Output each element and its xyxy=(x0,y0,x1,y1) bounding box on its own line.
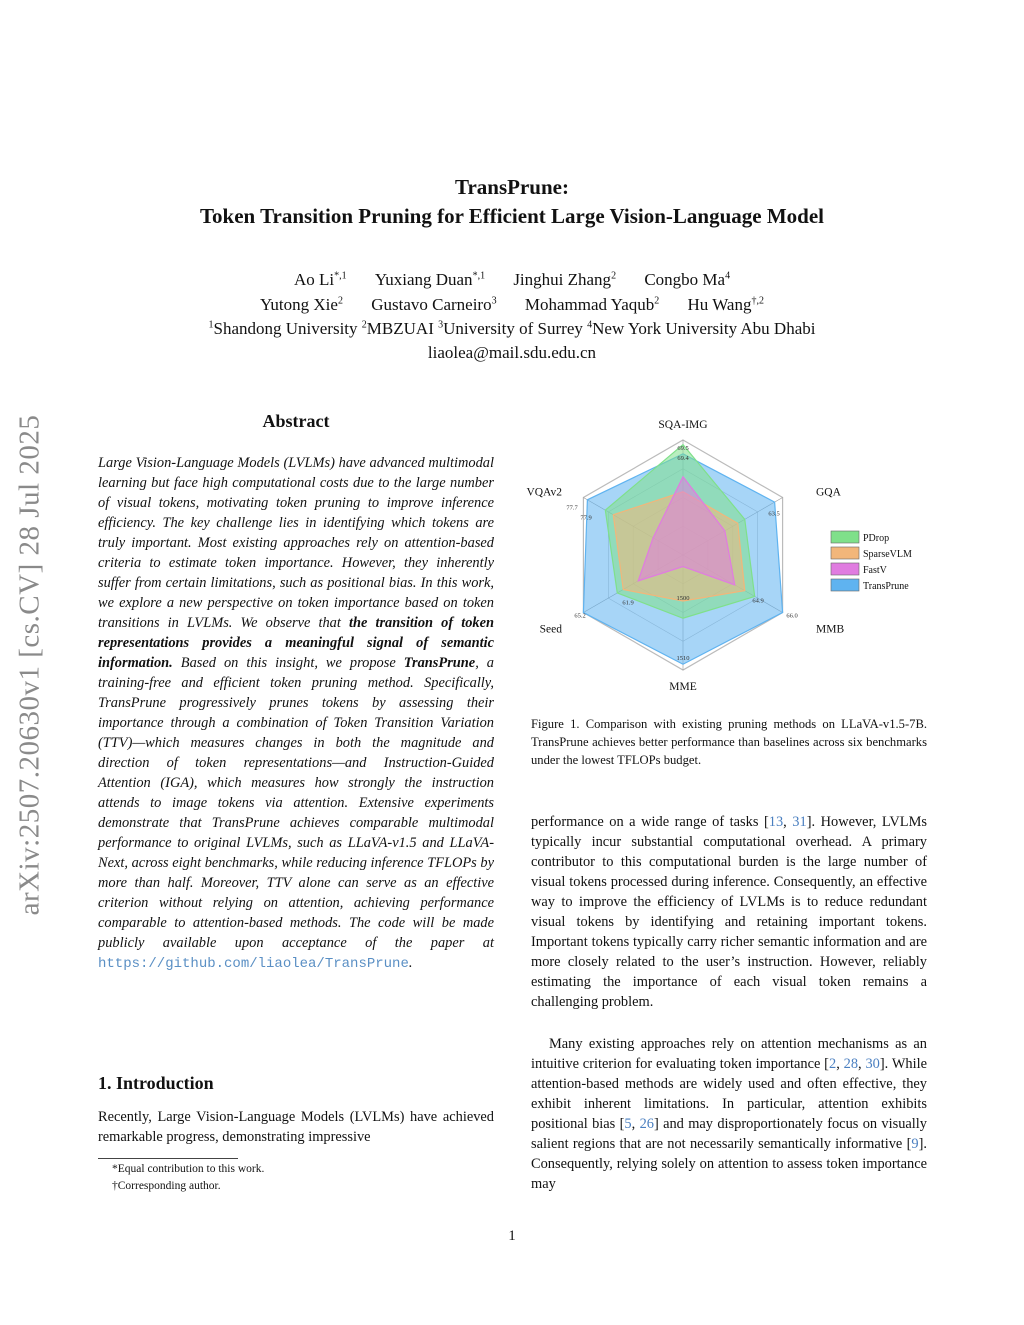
radar-axis-label: MMB xyxy=(816,623,845,636)
abstract-text: Large Vision-Language Models (LVLMs) have advanced multimodal learning but face high computational costs due to the large number of visual tokens, motivating token pruning to improve inference efficiency. The key challenge lies in identifying which tokens are truly important. Most existing approaches rely on attention-based criteria to estimate token importance. However, they inherently suffer from certain limitations, such as positional bias. In this work, we explore a new perspective on token importance based on token transitions in LVLMs. We observe that the transition of token representations provides a meaningful signal of semantic information. Based on this insight, we propose TransPrune, a training-free and efficient token pruning method. Specifically, TransPrune progressively prunes tokens by assessing their importance through a combination of Token Transition Variation (TTV)—which measures changes in both the magnitude and direction of token representations—and Instruction-Guided Attention (IGA), which measures how strongly the instruction attends to image tokens via attention. Extensive experiments demonstrate that TransPrune achieves comparable multimodal performance to original LVLMs, such as LLaVA-v1.5 and LLaVA-Next, across eight benchmarks, while reducing inference TFLOPs by more than half. Moreover, TTV alone can serve as an effective criterion without relying on attention, achieving performance comparable to attention-based methods. The code will be made publicly available upon acceptance of the paper at https://github.com/liaolea/TransPrune. xyxy=(98,455,494,972)
citation[interactable]: 28 xyxy=(843,1056,859,1072)
citation[interactable]: 13 xyxy=(768,814,784,830)
paper-title-line2: Token Transition Pruning for Efficient Large Vision-Language Model xyxy=(199,204,825,228)
radar-tick-label: 69.5 xyxy=(677,445,689,452)
legend-swatch-fastv xyxy=(831,563,859,575)
code-link[interactable]: https://github.com/liaolea/TransPrune xyxy=(98,956,409,972)
footnote-corresponding: †Corresponding author. xyxy=(112,1180,221,1192)
paper-title-line1: TransPrune: xyxy=(455,175,569,199)
legend-swatch-transprune xyxy=(831,579,859,591)
affiliations: $^1$Shandong University $^2$MBZUAI $^3$University of Surrey $^4$New York University Abu Dhabi xyxy=(208,319,816,338)
radar-tick-label: 63.5 xyxy=(768,510,780,518)
author: Mohammad Yaqub$^2$ xyxy=(524,295,660,314)
intro-left-text: Recently, Large Vision-Language Models (LVLMs) have achieved remarkable progress, demonstrating impressive xyxy=(98,1109,494,1145)
radar-axis-label: VQAv2 xyxy=(526,486,562,499)
authors-row2 xyxy=(0,295,1024,315)
legend-label-pdrop: PDrop xyxy=(863,533,890,544)
figure-caption: Figure 1. Comparison with existing pruning methods on LLaVA-v1.5-7B. TransPrune achieves better performance than baselines across six benchmarks under the lowest TFLOPs budget. xyxy=(531,717,927,767)
legend-swatch-sparsevlm xyxy=(831,547,859,559)
footnote-rule xyxy=(98,1158,238,1159)
citation[interactable]: 31 xyxy=(792,814,807,830)
legend-label-transprune: TransPrune xyxy=(863,581,909,592)
author: Gustavo Carneiro$^3$ xyxy=(371,295,497,314)
arxiv-stamp-text: arXiv:2507.20630v1 [cs.CV] 28 Jul 2025 xyxy=(13,414,46,916)
legend-label-sparsevlm: SparseVLM xyxy=(863,549,912,560)
radar-tick-label: 61.9 xyxy=(622,599,634,607)
radar-tick-label: 69.4 xyxy=(677,455,689,462)
page-number: 1 xyxy=(508,1228,516,1244)
radar-tick-label: 64.9 xyxy=(752,597,764,605)
radar-tick-label: 65.2 xyxy=(574,612,586,620)
arxiv-stamp xyxy=(10,380,50,950)
authors-row1 xyxy=(0,270,1024,290)
citation[interactable]: 5 xyxy=(624,1116,632,1132)
radar-axis-label: SQA-IMG xyxy=(658,419,708,431)
email[interactable]: liaolea@mail.sdu.edu.cn xyxy=(427,343,597,362)
radar-axis-label: Seed xyxy=(539,623,562,636)
author: Hu Wang$^{\dagger,2}$ xyxy=(687,295,764,314)
legend-label-fastv: FastV xyxy=(863,565,887,576)
citation[interactable]: 26 xyxy=(639,1116,654,1132)
radar-chart xyxy=(526,405,927,705)
author: Yutong Xie$^2$ xyxy=(260,295,343,314)
radar-tick-label: 77.9 xyxy=(580,514,592,522)
author: Congbo Ma$^4$ xyxy=(644,270,731,289)
author: Ao $Li^{*,1}$ xyxy=(293,270,347,289)
radar-tick-label: 1510 xyxy=(676,655,690,662)
radar-tick-label: 77.7 xyxy=(566,504,578,512)
author: Jinghui Zhang$^2$ xyxy=(513,270,617,289)
right-paragraph-2: Many existing approaches rely on attention mechanisms as an intuitive criterion for evaluating token importance [2, 28, 30]. While attention-based methods are widely used and often effective, they exhibit inherent limitations. In particular, attention exhibits positional bias [5, 26] and may disproportionately focus on visually salient regions that are not necessarily semantically informative [9]. Consequently, relying solely on attention to assess token importance may xyxy=(531,1036,928,1192)
abstract-heading: Abstract xyxy=(262,411,330,431)
radar-axis-label: MME xyxy=(669,681,697,693)
citation[interactable]: 9 xyxy=(911,1136,919,1152)
citation[interactable]: 30 xyxy=(865,1056,880,1072)
legend-swatch-pdrop xyxy=(831,531,859,543)
footnote-equal: *Equal contribution to this work. xyxy=(112,1163,265,1175)
radar-tick-label: 66.0 xyxy=(786,612,798,620)
right-paragraph-1: performance on a wide range of tasks [13, 31]. However, LVLMs typically incur substantial computational overhead. A primary contributor to this computational burden is the large number of visual tokens processed during inference. Consequently, an effective way to improve the efficiency of LVLMs is to reduce redundant visual tokens by identifying and retaining important tokens. Important tokens typically carry richer semantic information and are more closely related to the user’s instruction. However, reliably estimating the importance of each visual token remains a challenging problem. xyxy=(531,814,927,1010)
radar-axis-label: GQA xyxy=(816,486,841,499)
radar-tick-label: 1500 xyxy=(676,595,690,602)
citation[interactable]: 2 xyxy=(828,1056,837,1072)
author: Yuxiang Duan$^{*,1}$ xyxy=(374,270,486,289)
intro-heading: 1. Introduction xyxy=(98,1073,214,1093)
